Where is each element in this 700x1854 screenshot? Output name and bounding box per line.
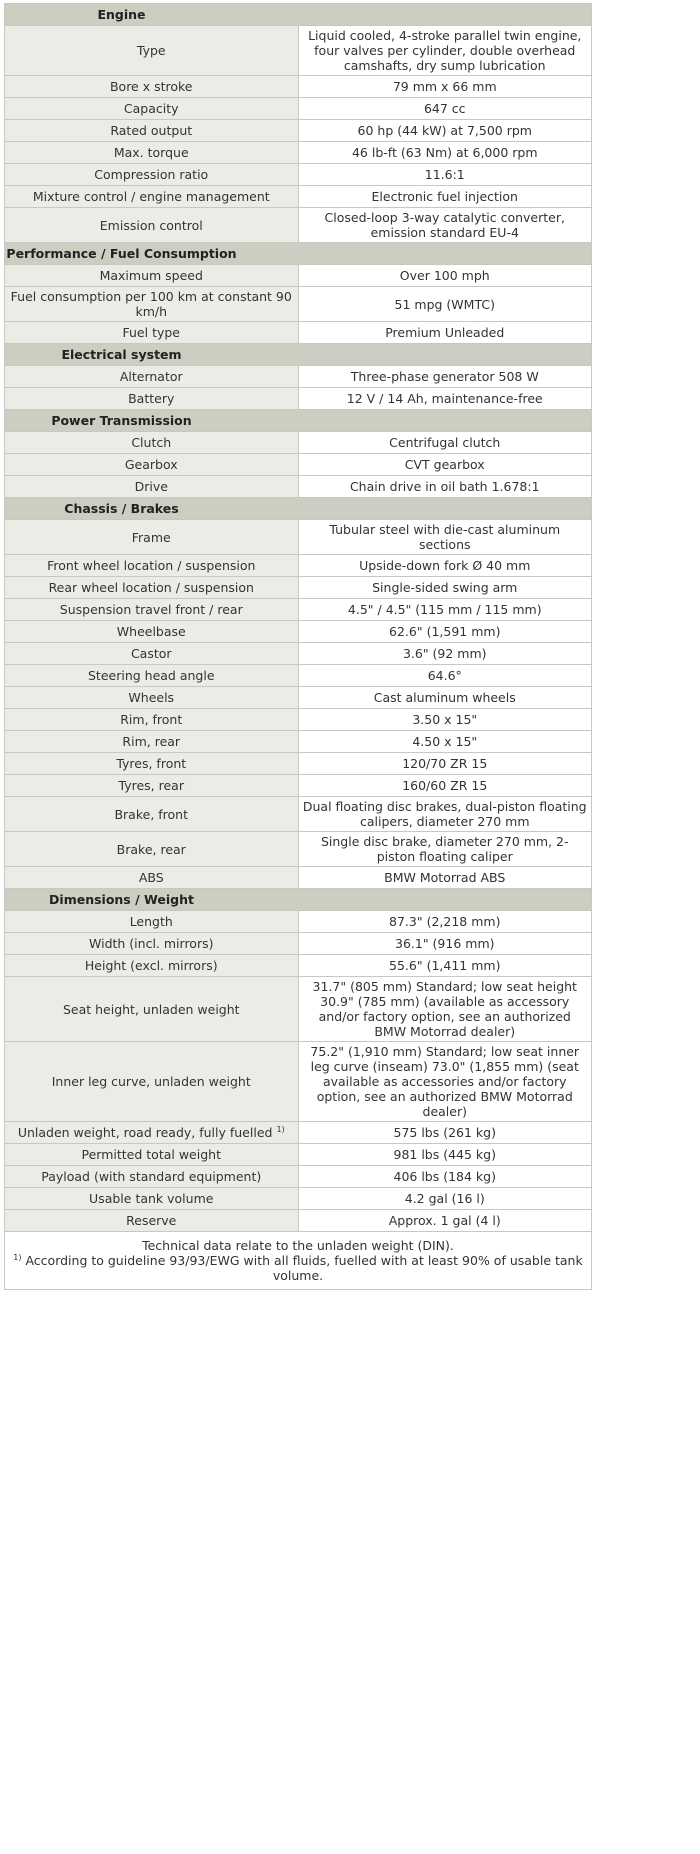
spec-label: Compression ratio: [94, 167, 209, 182]
spec-label-cell: [5, 797, 299, 832]
spec-label-cell: [5, 142, 299, 164]
spec-label: Usable tank volume: [89, 1191, 214, 1206]
spec-row: [5, 1122, 592, 1144]
spec-row: [5, 388, 592, 410]
spec-value: 4.50 x 15": [298, 731, 592, 753]
spec-label: Fuel consumption per 100 km at constant 90 km/h: [10, 289, 292, 319]
section-header-dimensions-weight: [5, 889, 592, 911]
spec-label: Rated output: [110, 123, 193, 138]
spec-row: [5, 687, 592, 709]
section-title: Performance / Fuel Consumption: [6, 246, 237, 261]
spec-value: Electronic fuel injection: [298, 186, 592, 208]
spec-label: Bore x stroke: [109, 79, 193, 94]
section-header-chassis-brakes: [5, 498, 592, 520]
spec-row: [5, 955, 592, 977]
footnote-line-din: Technical data relate to the unladen weight (DIN).: [142, 1238, 454, 1253]
spec-label: Tyres, rear: [118, 778, 184, 793]
spec-value: 12 V / 14 Ah, maintenance-free: [298, 388, 592, 410]
spec-label: Permitted total weight: [81, 1147, 221, 1162]
spec-value: Dual floating disc brakes, dual-piston floating calipers, diameter 270 mm: [298, 797, 592, 832]
spec-row: [5, 599, 592, 621]
spec-label-cell: [5, 98, 299, 120]
spec-value: Tubular steel with die-cast aluminum sections: [298, 520, 592, 555]
spec-value: Single-sided swing arm: [298, 577, 592, 599]
spec-row: [5, 432, 592, 454]
spec-label-cell: [5, 1188, 299, 1210]
spec-value: 647 cc: [298, 98, 592, 120]
spec-label: Battery: [128, 391, 175, 406]
spec-label-cell: [5, 164, 299, 186]
spec-value: Approx. 1 gal (4 l): [298, 1210, 592, 1232]
spec-label-cell: [5, 753, 299, 775]
spec-value: 406 lbs (184 kg): [298, 1166, 592, 1188]
spec-label-cell: [5, 1210, 299, 1232]
spec-label: Height (excl. mirrors): [84, 958, 218, 973]
section-header-electrical-system: [5, 344, 592, 366]
spec-value: 3.6" (92 mm): [298, 643, 592, 665]
footnote-marker: 1): [276, 1124, 285, 1134]
spec-label-cell: [5, 621, 299, 643]
spec-label-cell: [5, 388, 299, 410]
spec-value: 62.6" (1,591 mm): [298, 621, 592, 643]
spec-value: Cast aluminum wheels: [298, 687, 592, 709]
spec-row: [5, 753, 592, 775]
spec-label: Fuel type: [122, 325, 180, 340]
spec-row: [5, 933, 592, 955]
spec-label: Suspension travel front / rear: [59, 602, 243, 617]
spec-value: 3.50 x 15": [298, 709, 592, 731]
spec-row: [5, 208, 592, 243]
section-header-cell: [5, 889, 592, 911]
spec-label-cell: [5, 643, 299, 665]
spec-label: Alternator: [119, 369, 183, 384]
spec-label-cell: [5, 955, 299, 977]
spec-row: [5, 977, 592, 1042]
spec-label-cell: [5, 432, 299, 454]
spec-row: [5, 665, 592, 687]
spec-value: CVT gearbox: [298, 454, 592, 476]
spec-row: [5, 76, 592, 98]
spec-label: Gearbox: [124, 457, 178, 472]
spec-row: [5, 520, 592, 555]
spec-label-cell: [5, 366, 299, 388]
spec-label-cell: [5, 287, 299, 322]
spec-row: [5, 26, 592, 76]
spec-label: Length: [129, 914, 173, 929]
section-title: Electrical system: [61, 347, 182, 362]
spec-label: Inner leg curve, unladen weight: [51, 1074, 251, 1089]
spec-row: [5, 1042, 592, 1122]
spec-value: 79 mm x 66 mm: [298, 76, 592, 98]
spec-label-cell: [5, 265, 299, 287]
spec-value: Centrifugal clutch: [298, 432, 592, 454]
spec-label: Clutch: [131, 435, 172, 450]
section-header-cell: [5, 4, 592, 26]
spec-row: [5, 476, 592, 498]
section-title: Engine: [97, 7, 146, 22]
spec-value: 46 lb-ft (63 Nm) at 6,000 rpm: [298, 142, 592, 164]
spec-label-cell: [5, 476, 299, 498]
spec-label-cell: [5, 1122, 299, 1144]
spec-label: Width (incl. mirrors): [89, 936, 214, 951]
footnote-text: According to guideline 93/93/EWG with all fluids, fuelled with at least 90% of usable tank volume.: [25, 1253, 583, 1283]
section-header-power-transmission: [5, 410, 592, 432]
spec-label: Castor: [130, 646, 172, 661]
spec-row: [5, 265, 592, 287]
section-title: Power Transmission: [51, 413, 192, 428]
spec-label: Capacity: [123, 101, 179, 116]
spec-value: 36.1" (916 mm): [298, 933, 592, 955]
spec-label: Brake, front: [114, 806, 189, 822]
spec-value: Liquid cooled, 4-stroke parallel twin engine, four valves per cylinder, double overhead camshafts, dry sump lubrication: [298, 26, 592, 76]
spec-value: 981 lbs (445 kg): [298, 1144, 592, 1166]
spec-label: Drive: [134, 479, 168, 494]
spec-label-cell: [5, 731, 299, 753]
spec-value: 4.5" / 4.5" (115 mm / 115 mm): [298, 599, 592, 621]
spec-label: Unladen weight, road ready, fully fuelled: [17, 1125, 273, 1140]
spec-row: [5, 366, 592, 388]
spec-value: 160/60 ZR 15: [298, 775, 592, 797]
spec-value: BMW Motorrad ABS: [298, 867, 592, 889]
spec-label: Tyres, front: [116, 756, 187, 771]
section-title: Dimensions / Weight: [49, 892, 194, 907]
spec-label: Front wheel location / suspension: [47, 558, 256, 573]
technical-data-table: [4, 3, 592, 1290]
section-header-cell: [5, 344, 592, 366]
spec-label: Seat height, unladen weight: [62, 1001, 240, 1017]
spec-row: [5, 1188, 592, 1210]
spec-label: Max. torque: [113, 145, 189, 160]
spec-value: 75.2" (1,910 mm) Standard; low seat inner leg curve (inseam) 73.0" (1,855 mm) (seat available as accessories and/or factory option, see an authorized BMW Motorrad dealer): [298, 1042, 592, 1122]
spec-label: Rim, rear: [122, 734, 181, 749]
section-header-cell: [5, 410, 592, 432]
spec-row: [5, 643, 592, 665]
spec-row: [5, 186, 592, 208]
spec-label: ABS: [138, 870, 164, 885]
spec-row: [5, 1144, 592, 1166]
spec-value: 64.6°: [298, 665, 592, 687]
spec-row: [5, 120, 592, 142]
section-title: Chassis / Brakes: [64, 501, 179, 516]
spec-label: Mixture control / engine management: [32, 189, 270, 204]
spec-label: Reserve: [126, 1213, 177, 1228]
spec-row: [5, 832, 592, 867]
spec-label-cell: [5, 709, 299, 731]
spec-value: 60 hp (44 kW) at 7,500 rpm: [298, 120, 592, 142]
spec-label-cell: [5, 1042, 299, 1122]
spec-label-cell: [5, 687, 299, 709]
spec-row: [5, 621, 592, 643]
spec-label-cell: [5, 520, 299, 555]
spec-row: [5, 287, 592, 322]
spec-row: [5, 775, 592, 797]
spec-label: Rear wheel location / suspension: [48, 580, 254, 595]
spec-label: Wheelbase: [116, 624, 186, 639]
spec-label: Emission control: [99, 217, 203, 233]
footnote-marker: 1): [13, 1252, 22, 1262]
spec-value: Closed-loop 3-way catalytic converter, emission standard EU-4: [298, 208, 592, 243]
spec-value: 11.6:1: [298, 164, 592, 186]
spec-label-cell: [5, 555, 299, 577]
spec-row: [5, 454, 592, 476]
spec-value: 31.7" (805 mm) Standard; low seat height 30.9" (785 mm) (available as accessory and/or factory option, see an authorized BMW Motorrad dealer): [298, 977, 592, 1042]
spec-value: 87.3" (2,218 mm): [298, 911, 592, 933]
spec-value: 575 lbs (261 kg): [298, 1122, 592, 1144]
spec-label-cell: [5, 911, 299, 933]
spec-label: Maximum speed: [99, 268, 203, 283]
spec-label-cell: [5, 208, 299, 243]
spec-label-cell: [5, 76, 299, 98]
spec-row: [5, 142, 592, 164]
spec-label: Type: [136, 43, 166, 58]
spec-label: Wheels: [128, 690, 175, 705]
footnote-row: [5, 1232, 592, 1290]
spec-value: Premium Unleaded: [298, 322, 592, 344]
spec-label-cell: [5, 454, 299, 476]
spec-label-cell: [5, 832, 299, 867]
spec-label: Frame: [131, 529, 171, 545]
spec-label-cell: [5, 26, 299, 76]
technical-data-body: [5, 4, 592, 1290]
spec-row: [5, 911, 592, 933]
footnote-line-guideline: [13, 1253, 583, 1283]
spec-label-cell: [5, 665, 299, 687]
spec-label-cell: [5, 186, 299, 208]
spec-label-cell: [5, 933, 299, 955]
spec-label-cell: [5, 1144, 299, 1166]
spec-value: Upside-down fork Ø 40 mm: [298, 555, 592, 577]
spec-label-cell: [5, 977, 299, 1042]
footnote-cell: [5, 1232, 592, 1290]
spec-label: Steering head angle: [87, 668, 215, 683]
spec-label-cell: [5, 599, 299, 621]
spec-row: [5, 322, 592, 344]
spec-label-cell: [5, 120, 299, 142]
spec-label: Rim, front: [120, 712, 183, 727]
spec-label: Brake, rear: [116, 841, 186, 857]
section-header-cell: [5, 498, 592, 520]
spec-label: Payload (with standard equipment): [41, 1169, 262, 1184]
section-header-engine: [5, 4, 592, 26]
spec-value: 4.2 gal (16 l): [298, 1188, 592, 1210]
spec-row: [5, 164, 592, 186]
spec-row: [5, 555, 592, 577]
spec-value: Chain drive in oil bath 1.678:1: [298, 476, 592, 498]
spec-label-cell: [5, 867, 299, 889]
spec-row: [5, 867, 592, 889]
spec-label-cell: [5, 577, 299, 599]
spec-value: Over 100 mph: [298, 265, 592, 287]
spec-label-cell: [5, 775, 299, 797]
section-header-cell: [5, 243, 592, 265]
spec-value: 120/70 ZR 15: [298, 753, 592, 775]
spec-value: Three-phase generator 508 W: [298, 366, 592, 388]
spec-row: [5, 1210, 592, 1232]
spec-row: [5, 98, 592, 120]
spec-value: Single disc brake, diameter 270 mm, 2-piston floating caliper: [298, 832, 592, 867]
spec-value: 51 mpg (WMTC): [298, 287, 592, 322]
spec-value: 55.6" (1,411 mm): [298, 955, 592, 977]
section-header-performance-fuel-consumption: [5, 243, 592, 265]
spec-row: [5, 577, 592, 599]
spec-row: [5, 1166, 592, 1188]
spec-row: [5, 731, 592, 753]
spec-label-cell: [5, 322, 299, 344]
spec-label-cell: [5, 1166, 299, 1188]
spec-row: [5, 709, 592, 731]
spec-row: [5, 797, 592, 832]
